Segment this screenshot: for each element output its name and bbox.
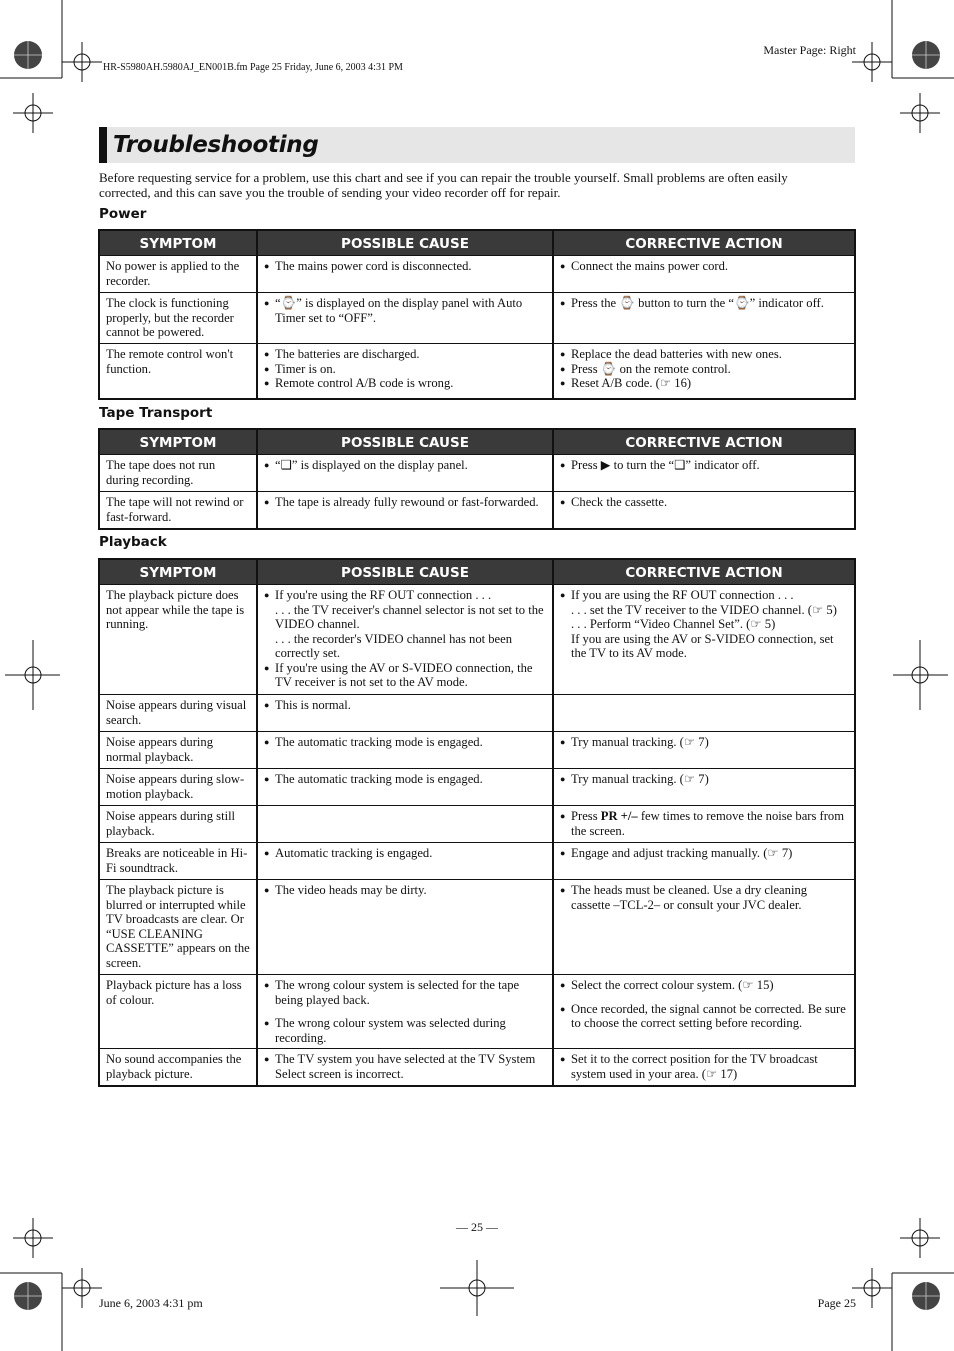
table-row — [99, 695, 855, 732]
action-item: ● Engage and adjust tracking manually. (☞ 7) — [560, 846, 848, 861]
symptom-cell: The playback picture is blurred or interrupted while TV broadcasts are clear. Or “USE CLEANING CASSETTE” appears on the screen. — [99, 880, 257, 975]
action-cell — [553, 585, 855, 695]
symptom-cell: Noise appears during normal playback. — [99, 732, 257, 769]
corrective-action-header: CORRECTIVE ACTION — [553, 429, 855, 455]
cause-item: ● The TV system you have selected at the TV System Select screen is incorrect. — [264, 1052, 546, 1081]
action-item: ● The heads must be cleaned. Use a dry cleaning cassette –TCL-2– or consult your JVC dealer. — [560, 883, 848, 912]
table-row — [99, 806, 855, 843]
page-number: — 25 — — [456, 1220, 498, 1234]
action-item: ● Press ▶ to turn the “❑” indicator off. — [560, 458, 848, 473]
footer-page: Page 25 — [817, 1296, 856, 1310]
troubleshooting-table — [98, 428, 856, 530]
action-cell — [553, 695, 855, 732]
action-list — [560, 735, 848, 750]
table-row — [99, 1049, 855, 1086]
symptom-cell: The remote control won't function. — [99, 344, 257, 399]
troubleshooting-table — [98, 558, 856, 1087]
cause-list — [264, 846, 546, 861]
table-row — [99, 880, 855, 975]
action-list — [560, 772, 848, 787]
cause-item: ● “❑” is displayed on the display panel. — [264, 458, 546, 473]
cause-item: ● Automatic tracking is engaged. — [264, 846, 546, 861]
action-cell — [553, 344, 855, 399]
cause-item: ● The batteries are discharged. — [264, 347, 546, 362]
possible-cause-header: POSSIBLE CAUSE — [257, 230, 553, 256]
action-item: ● Reset A/B code. (☞ 16) — [560, 376, 848, 391]
symptom-cell: The clock is functioning properly, but the recorder cannot be powered. — [99, 293, 257, 344]
action-item: ● Once recorded, the signal cannot be corrected. Be sure to choose the correct setting before recording. — [560, 1002, 848, 1031]
cause-item: ● This is normal. — [264, 698, 546, 713]
cause-item: ● The automatic tracking mode is engaged. — [264, 772, 546, 787]
section-heading: Tape Transport — [99, 405, 213, 421]
symptom-header: SYMPTOM — [99, 230, 257, 256]
intro-paragraph: Before requesting service for a problem, use this chart and see if you can repair the trouble yourself. Small problems are often easily corrected, and this can save you the trouble of sending your video recorder off for repair. — [99, 170, 788, 200]
table-row — [99, 585, 855, 695]
cause-cell — [257, 843, 553, 880]
action-list — [560, 846, 848, 861]
cause-item: ● “⌚” is displayed on the display panel with Auto Timer set to “OFF”. — [264, 296, 546, 325]
action-cell — [553, 975, 855, 1049]
table-row — [99, 256, 855, 293]
cause-item: ● The wrong colour system is selected for the tape being played back. — [264, 978, 546, 1007]
table-row — [99, 293, 855, 344]
cause-cell — [257, 975, 553, 1049]
cause-cell — [257, 695, 553, 732]
cause-cell — [257, 455, 553, 492]
symptom-cell: Breaks are noticeable in Hi-Fi soundtrack. — [99, 843, 257, 880]
cause-list — [264, 458, 546, 473]
table-row — [99, 769, 855, 806]
symptom-cell: The tape does not run during recording. — [99, 455, 257, 492]
action-item: ● If you are using the RF OUT connection . . . . . . set the TV receiver to the VIDEO channel. (☞ 5) . . . Perform “Video Channel Set”. (☞ 5) If you are using the AV or S-VIDEO connection, set the TV to its AV mode. — [560, 588, 848, 661]
cause-list — [264, 296, 546, 325]
action-cell — [553, 880, 855, 975]
action-cell — [553, 806, 855, 843]
action-item: ● Press ⌚ on the remote control. — [560, 362, 848, 377]
table-row — [99, 455, 855, 492]
symptom-cell: The tape will not rewind or fast-forward. — [99, 492, 257, 529]
symptom-cell: Noise appears during slow-motion playback. — [99, 769, 257, 806]
cause-cell — [257, 293, 553, 344]
cause-cell — [257, 492, 553, 529]
action-item: ● Set it to the correct position for the TV broadcast system used in your area. (☞ 17) — [560, 1052, 848, 1081]
action-list — [560, 458, 848, 473]
cause-list — [264, 588, 546, 690]
cause-item: ● The video heads may be dirty. — [264, 883, 546, 898]
action-item: ● Replace the dead batteries with new ones. — [560, 347, 848, 362]
cause-list — [264, 1052, 546, 1081]
cause-cell — [257, 344, 553, 399]
action-list — [560, 588, 848, 661]
cause-cell — [257, 585, 553, 695]
symptom-cell: Playback picture has a loss of colour. — [99, 975, 257, 1049]
table-row — [99, 732, 855, 769]
master-page-label: Master Page: Right — [763, 43, 856, 57]
action-item: ● Try manual tracking. (☞ 7) — [560, 735, 848, 750]
action-cell — [553, 732, 855, 769]
action-cell — [553, 1049, 855, 1086]
action-item: ● Check the cassette. — [560, 495, 848, 510]
section-heading: Power — [99, 206, 147, 222]
action-cell — [553, 492, 855, 529]
action-list — [560, 883, 848, 912]
cause-item: ● Remote control A/B code is wrong. — [264, 376, 546, 391]
table-row — [99, 344, 855, 399]
cause-item: ● If you're using the AV or S-VIDEO connection, the TV receiver is not set to the AV mode. — [264, 661, 546, 690]
table-row — [99, 843, 855, 880]
symptom-cell: The playback picture does not appear while the tape is running. — [99, 585, 257, 695]
action-list — [560, 296, 848, 311]
symptom-cell: No power is applied to the recorder. — [99, 256, 257, 293]
cause-item: ● The wrong colour system was selected during recording. — [264, 1016, 546, 1045]
action-list — [560, 347, 848, 391]
section-heading: Playback — [99, 534, 167, 550]
action-item: ● Connect the mains power cord. — [560, 259, 848, 274]
action-item: ● Try manual tracking. (☞ 7) — [560, 772, 848, 787]
cause-list — [264, 347, 546, 391]
cause-cell — [257, 1049, 553, 1086]
action-list — [560, 809, 848, 838]
cause-item: ● The tape is already fully rewound or fast-forwarded. — [264, 495, 546, 510]
cause-list — [264, 259, 546, 274]
cause-cell — [257, 806, 553, 843]
action-cell — [553, 256, 855, 293]
cause-list — [264, 883, 546, 898]
symptom-header: SYMPTOM — [99, 559, 257, 585]
cause-list — [264, 735, 546, 750]
cause-list — [264, 698, 546, 713]
symptom-cell: Noise appears during still playback. — [99, 806, 257, 843]
cause-list — [264, 495, 546, 510]
action-list — [560, 1052, 848, 1081]
action-item: ● Select the correct colour system. (☞ 15) — [560, 978, 848, 993]
action-cell — [553, 843, 855, 880]
footer-date: June 6, 2003 4:31 pm — [99, 1296, 203, 1310]
file-info: HR-S5980AH.5980AJ_EN001B.fm Page 25 Friday, June 6, 2003 4:31 PM — [103, 62, 403, 73]
action-cell — [553, 455, 855, 492]
cause-cell — [257, 732, 553, 769]
cause-item: ● The mains power cord is disconnected. — [264, 259, 546, 274]
action-list — [560, 978, 848, 1031]
cause-cell — [257, 256, 553, 293]
table-row — [99, 975, 855, 1049]
cause-cell — [257, 880, 553, 975]
corrective-action-header: CORRECTIVE ACTION — [553, 559, 855, 585]
possible-cause-header: POSSIBLE CAUSE — [257, 429, 553, 455]
corrective-action-header: CORRECTIVE ACTION — [553, 230, 855, 256]
title-accent-bar — [99, 127, 107, 163]
action-list — [560, 495, 848, 510]
action-list — [560, 259, 848, 274]
page-title: Troubleshooting — [113, 132, 319, 158]
troubleshooting-table — [98, 229, 856, 400]
action-item: ● Press PR +/– few times to remove the noise bars from the screen. — [560, 809, 848, 838]
cause-item: ● Timer is on. — [264, 362, 546, 377]
cause-item: ● The automatic tracking mode is engaged. — [264, 735, 546, 750]
cause-list — [264, 978, 546, 1045]
symptom-cell: No sound accompanies the playback picture. — [99, 1049, 257, 1086]
cause-item: ● If you're using the RF OUT connection . . . . . . the TV receiver's channel selector is not set to the VIDEO channel. . . . the recorder's VIDEO channel has not been correctly set. — [264, 588, 546, 661]
cause-list — [264, 772, 546, 787]
action-item: ● Press the ⌚ button to turn the “⌚” indicator off. — [560, 296, 848, 311]
possible-cause-header: POSSIBLE CAUSE — [257, 559, 553, 585]
symptom-cell: Noise appears during visual search. — [99, 695, 257, 732]
action-cell — [553, 293, 855, 344]
symptom-header: SYMPTOM — [99, 429, 257, 455]
cause-cell — [257, 769, 553, 806]
table-row — [99, 492, 855, 529]
action-cell — [553, 769, 855, 806]
